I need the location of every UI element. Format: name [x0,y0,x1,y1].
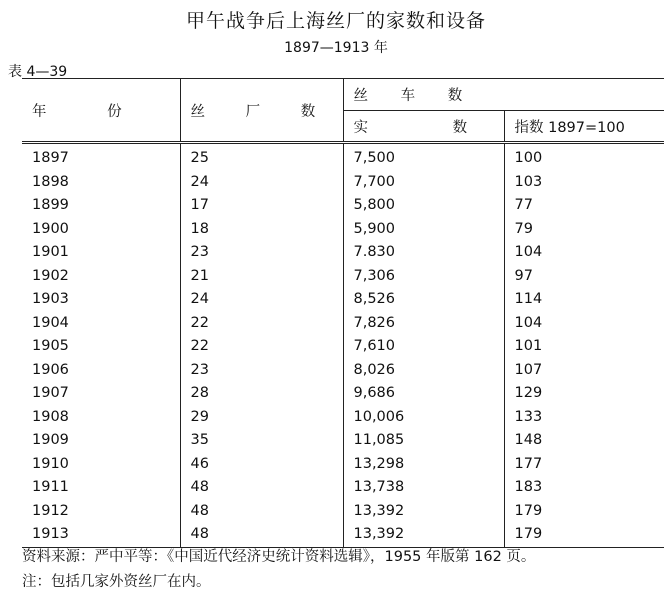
cell-year: 1905 [22,335,180,359]
cell-index: 104 [514,244,543,260]
cell-factories: 48 [180,500,343,524]
cell-factories: 23 [180,241,343,265]
cell-factories: 29 [180,406,343,430]
cell-reels: 7,826 [343,312,504,336]
table-row [22,171,664,195]
table-row [22,406,664,430]
cell-index: 77 [514,197,533,213]
cell-factories: 24 [180,288,343,312]
cell-factories: 23 [180,359,343,383]
cell-year: 1907 [22,382,180,406]
cell-factories: 22 [180,312,343,336]
cell-year: 1909 [22,429,180,453]
cell-reels: 7,700 [343,171,504,195]
cell-reels: 13,392 [343,500,504,524]
cell-year: 1910 [22,453,180,477]
cell-index: 129 [514,385,543,401]
cell-factories: 17 [180,194,343,218]
cell-reels: 13,738 [343,476,504,500]
cell-year: 1900 [22,218,180,242]
table-row [22,265,664,289]
cell-index: 107 [514,361,543,378]
cell-reels: 5,800 [343,194,504,218]
cell-reels: 7,306 [343,265,504,289]
cell-index: 148 [514,432,543,448]
cell-factories: 28 [180,382,343,406]
cell-index: 179 [514,502,543,519]
table-row [22,218,664,242]
page-subtitle: 1897—1913 年 [284,40,388,56]
table-body [22,143,664,548]
cell-reels: 7.830 [343,241,504,265]
cell-index: 100 [514,150,543,166]
cell-year: 1898 [22,171,180,195]
cell-reels: 13,298 [343,453,504,477]
table-row [22,382,664,406]
cell-factories: 22 [180,335,343,359]
table-row [22,429,664,453]
cell-reels: 9,686 [343,382,504,406]
cell-reels: 7,610 [343,335,504,359]
table-row [22,500,664,524]
cell-factories: 48 [180,476,343,500]
cell-reels: 11,085 [343,429,504,453]
header-reels-index: 指数 1897=100 [504,111,664,143]
cell-index: 103 [514,173,543,190]
table-row [22,312,664,336]
cell-year: 1912 [22,500,180,524]
cell-year: 1903 [22,288,180,312]
cell-factories: 48 [180,523,343,547]
cell-year: 1901 [22,241,180,265]
cell-factories: 21 [180,265,343,289]
cell-factories: 24 [180,171,343,195]
table-row [22,288,664,312]
cell-index: 179 [504,523,664,547]
table-row [22,359,664,383]
cell-index: 104 [514,314,543,331]
cell-index: 97 [514,267,533,284]
table-row [22,194,664,218]
table-row [22,335,664,359]
table-row [22,453,664,477]
cell-reels: 13,392 [343,523,504,547]
cell-index: 79 [514,220,533,237]
cell-year: 1899 [22,194,180,218]
cell-factories: 18 [180,218,343,242]
cell-factories: 35 [180,429,343,453]
header-factories: 丝 厂 数 [180,79,343,143]
table-row [22,476,664,500]
cell-year: 1908 [22,406,180,430]
cell-year: 1906 [22,359,180,383]
cell-year: 1902 [22,265,180,289]
cell-index: 177 [514,455,543,472]
cell-reels: 8,526 [343,288,504,312]
data-table [22,78,664,548]
header-year: 年 份 [22,79,180,143]
cell-factories: 25 [180,143,343,171]
cell-index: 133 [514,408,543,425]
cell-factories: 46 [180,453,343,477]
cell-index: 101 [514,338,543,354]
table-number: 表 4—39 [8,64,68,80]
header-reels-actual: 实 数 [343,111,504,143]
cell-year: 1904 [22,312,180,336]
header-reels-group: 丝 车 数 [343,79,664,111]
cell-reels: 5,900 [343,218,504,242]
cell-year: 1897 [22,143,180,171]
remark-note: 注：包括几家外资丝厂在内。 [22,574,211,590]
table-row [22,241,664,265]
cell-index: 114 [514,291,543,307]
cell-index: 183 [514,479,543,495]
cell-year: 1911 [22,476,180,500]
cell-reels: 7,500 [343,143,504,171]
page-title: 甲午战争后上海丝厂的家数和设备 [185,10,486,32]
source-note: 资料来源：严中平等：《中国近代经济史统计资料选辑》，1955 年版第 162 页。 [22,549,536,565]
table-row [22,523,664,547]
cell-reels: 8,026 [343,359,504,383]
table-row [22,143,664,171]
cell-reels: 10,006 [343,406,504,430]
cell-year: 1913 [22,523,180,547]
